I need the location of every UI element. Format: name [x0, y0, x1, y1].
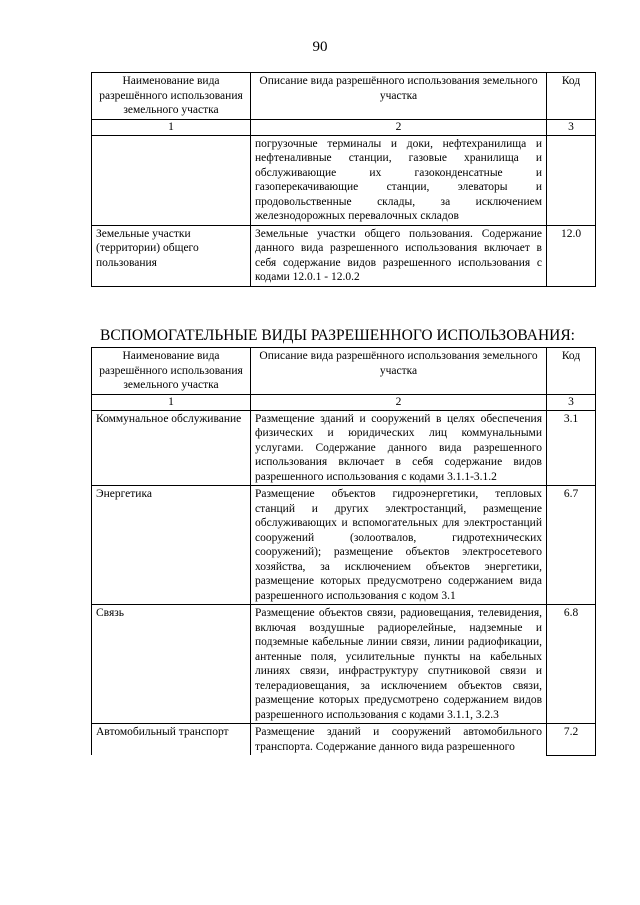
table-row [92, 135, 596, 225]
land-use-table-main [91, 72, 596, 287]
table-header-row [92, 73, 596, 120]
row-name: Энергетика [92, 486, 251, 605]
header-code: Код [547, 73, 596, 120]
table-row [92, 225, 596, 286]
row-code [547, 135, 596, 225]
table-row [92, 724, 596, 756]
column-number: 2 [251, 394, 547, 410]
row-code: 6.8 [547, 605, 596, 724]
row-description: Земельные участки общего пользования. Содержание данного вида разрешенного использования включает в себя содержание видов разрешенного использования с кодами 12.0.1 - 12.0.2 [251, 225, 547, 286]
row-description: Размещение объектов гидроэнергетики, тепловых станций и других электростанций, размещение обслуживающих и вспомогательных для электростанций сооружений (золоотвалов, гидротехнических сооружений); размещение объектов электросетевого хозяйства, за исключением объектов энергетики, размещение которых предусмотрено содержанием вида разрешенного использования с кодом 3.1 [251, 486, 547, 605]
row-description: Размещение объектов связи, радиовещания, телевидения, включая воздушные радиорелейные, надземные и подземные кабельные линии связи, линии радиофикации, антенные поля, усилительные пункты на кабельных линиях связи, инфраструктуру спутниковой связи и телерадиовещания, за исключением объектов связи, размещение которых предусмотрено содержанием видов разрешенного использования с кодами 3.1.1, 3.2.3 [251, 605, 547, 724]
column-number: 3 [547, 394, 596, 410]
header-name: Наименование вида разрешённого использования земельного участка [92, 73, 251, 120]
row-name: Связь [92, 605, 251, 724]
column-number: 1 [92, 119, 251, 135]
row-description: Размещение зданий и сооружений в целях обеспечения физических и юридических лиц коммунальными услугами. Содержание данного вида разрешенного использования включает в себя содержание видов разрешенного использования с кодами 3.1.1-3.1.2 [251, 410, 547, 486]
row-name [92, 135, 251, 225]
header-description: Описание вида разрешённого использования земельного участка [251, 73, 547, 120]
row-code: 3.1 [547, 410, 596, 486]
page-number: 90 [312, 39, 328, 55]
row-code: 7.2 [547, 724, 596, 756]
column-number-row [92, 394, 596, 410]
header-code: Код [547, 348, 596, 395]
header-description: Описание вида разрешённого использования земельного участка [251, 348, 547, 395]
row-description: Размещение зданий и сооружений автомобильного транспорта. Содержание данного вида разрешенного [251, 724, 547, 756]
row-code: 6.7 [547, 486, 596, 605]
row-name: Коммунальное обслуживание [92, 410, 251, 486]
row-code: 12.0 [547, 225, 596, 286]
section-title: ВСПОМОГАТЕЛЬНЫЕ ВИДЫ РАЗРЕШЕННОГО ИСПОЛЬЗОВАНИЯ: [100, 327, 575, 344]
column-number: 2 [251, 119, 547, 135]
table-header-row [92, 348, 596, 395]
table-row [92, 605, 596, 724]
land-use-table-auxiliary [91, 347, 596, 756]
column-number: 3 [547, 119, 596, 135]
row-name: Автомобильный транспорт [92, 724, 251, 756]
column-number-row [92, 119, 596, 135]
table-row [92, 486, 596, 605]
header-name: Наименование вида разрешённого использования земельного участка [92, 348, 251, 395]
column-number: 1 [92, 394, 251, 410]
table-row [92, 410, 596, 486]
row-description: погрузочные терминалы и доки, нефтехранилища и нефтеналивные станции, газовые хранилища и обслуживающие их газоконденсатные и газоперекачивающие станции, элеваторы и продовольственные склады, за исключением железнодорожных перевалочных складов [251, 135, 547, 225]
row-name: Земельные участки (территории) общего пользования [92, 225, 251, 286]
